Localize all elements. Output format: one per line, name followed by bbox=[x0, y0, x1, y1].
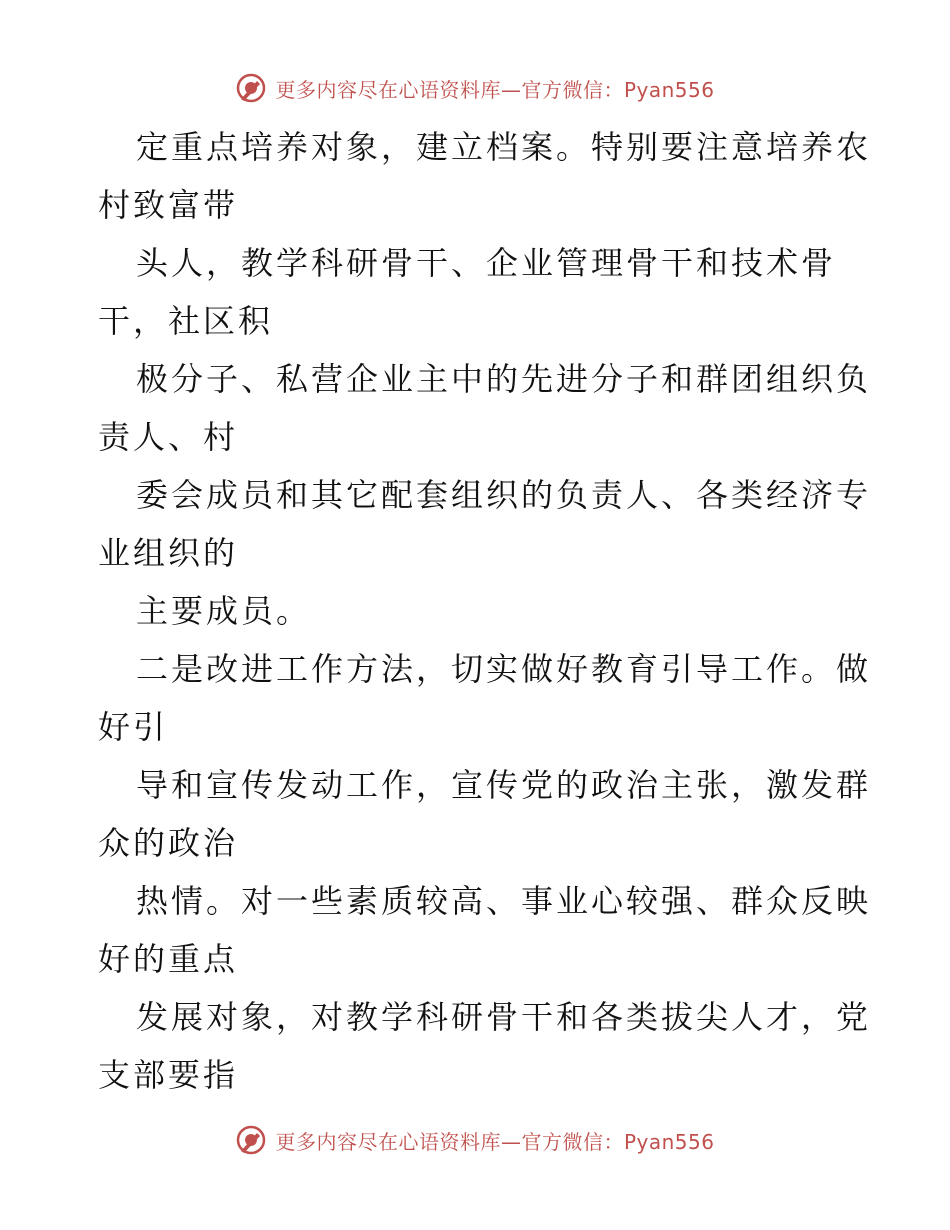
pen-logo-icon bbox=[235, 72, 267, 104]
watermark-text: 更多内容尽在心语资料库—官方微信：Pyan556 bbox=[275, 77, 715, 102]
line-1: 定重点培养对象，建立档案。特别要注意培养农 bbox=[136, 128, 872, 166]
line-7-cont: 众的政治 bbox=[98, 824, 239, 862]
paragraph-1 bbox=[98, 118, 872, 234]
header-watermark bbox=[0, 72, 950, 104]
line-7: 导和宣传发动工作，宣传党的政治主张，激发群 bbox=[136, 766, 872, 804]
document-body bbox=[98, 118, 872, 1104]
paragraph-6 bbox=[98, 640, 872, 756]
line-1-cont: 村致富带 bbox=[98, 186, 239, 224]
line-6-cont: 好引 bbox=[98, 708, 169, 746]
line-2: 头人，教学科研骨干、企业管理骨干和技术骨 bbox=[136, 244, 837, 282]
line-6: 二是改进工作方法，切实做好教育引导工作。做 bbox=[136, 650, 872, 688]
line-9-cont: 支部要指 bbox=[98, 1056, 239, 1094]
line-3-cont: 责人、村 bbox=[98, 418, 239, 456]
line-8: 热情。对一些素质较高、事业心较强、群众反映 bbox=[136, 882, 872, 920]
paragraph-8 bbox=[98, 872, 872, 988]
watermark-text: 更多内容尽在心语资料库—官方微信：Pyan556 bbox=[275, 1129, 715, 1154]
paragraph-4 bbox=[98, 466, 872, 582]
paragraph-5 bbox=[98, 582, 858, 640]
line-9: 发展对象，对教学科研骨干和各类拔尖人才，党 bbox=[136, 998, 872, 1036]
line-3: 极分子、私营企业主中的先进分子和群团组织负 bbox=[136, 360, 872, 398]
paragraph-7 bbox=[98, 756, 872, 872]
line-5: 主要成员。 bbox=[136, 592, 312, 630]
footer-watermark bbox=[0, 1124, 950, 1156]
pen-logo-icon bbox=[235, 1124, 267, 1156]
paragraph-9 bbox=[98, 988, 872, 1104]
line-8-cont: 好的重点 bbox=[98, 940, 239, 978]
line-2-cont: 干，社区积 bbox=[98, 302, 274, 340]
line-4: 委会成员和其它配套组织的负责人、各类经济专 bbox=[136, 476, 872, 514]
paragraph-3 bbox=[98, 350, 872, 466]
line-4-cont: 业组织的 bbox=[98, 534, 239, 572]
paragraph-2 bbox=[98, 234, 858, 350]
